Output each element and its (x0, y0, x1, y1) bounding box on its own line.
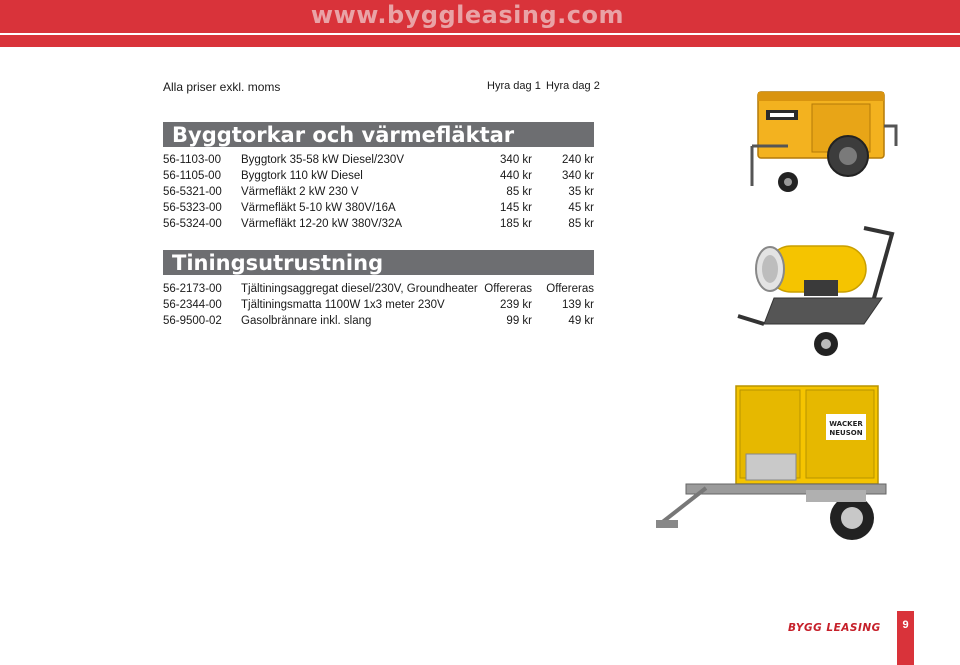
item-description: Tjältiningsaggregat diesel/230V, Groundheater (241, 283, 478, 295)
section-title-thawing: Tiningsutrustning (163, 250, 594, 275)
price-day2: 45 kr (568, 202, 594, 214)
table-row (163, 202, 594, 218)
price-day1: 340 kr (500, 154, 532, 166)
price-day1: 185 kr (500, 218, 532, 230)
section-title-dryers-heaters: Byggtorkar och värmefläktar (163, 122, 594, 147)
svg-text:WACKER: WACKER (829, 420, 863, 428)
item-code: 56-9500-02 (163, 315, 222, 327)
item-code: 56-1105-00 (163, 170, 221, 182)
item-code: 56-1103-00 (163, 154, 221, 166)
price-day2: 240 kr (562, 154, 594, 166)
price-note: Alla priser exkl. moms (163, 80, 281, 94)
ground-heater-trailer-image (656, 378, 900, 550)
price-day1: 440 kr (500, 170, 532, 182)
table-row (163, 154, 594, 170)
price-day2: Offereras (546, 283, 594, 295)
table-row (163, 186, 594, 202)
price-day2: 85 kr (568, 218, 594, 230)
price-day1: 85 kr (506, 186, 532, 198)
price-day2: 340 kr (562, 170, 594, 182)
byggleasing-logo: BYGG LEASING (788, 622, 881, 634)
price-day2: 139 kr (562, 299, 594, 311)
table-row (163, 218, 594, 234)
item-description: Byggtork 110 kW Diesel (241, 170, 363, 182)
item-description: Värmefläkt 12-20 kW 380V/32A (241, 218, 403, 230)
price-day2: 35 kr (568, 186, 594, 198)
item-code: 56-5323-00 (163, 202, 222, 214)
website-url[interactable]: www.byggleasing.com (310, 1, 624, 29)
dryer-unit-image (748, 86, 900, 198)
column-header-day1: Hyra dag 1 (487, 80, 541, 92)
table-row (163, 315, 594, 331)
item-description: Värmefläkt 2 kW 230 V (241, 186, 359, 198)
header-band (0, 0, 960, 33)
price-day2: 49 kr (568, 315, 594, 327)
item-description: Tjältiningsmatta 1100W 1x3 meter 230V (241, 299, 445, 311)
item-code: 56-2344-00 (163, 299, 222, 311)
column-header-day2: Hyra dag 2 (546, 80, 600, 92)
item-description: Värmefläkt 5-10 kW 380V/16A (241, 202, 396, 214)
item-code: 56-5324-00 (163, 218, 222, 230)
item-description: Byggtork 35-58 kW Diesel/230V (241, 154, 404, 166)
price-day1: Offereras (484, 283, 532, 295)
table-row (163, 283, 594, 299)
diesel-heater-image (734, 224, 904, 362)
price-day1: 239 kr (500, 299, 532, 311)
item-code: 56-2173-00 (163, 283, 222, 295)
item-description: Gasolbrännare inkl. slang (241, 315, 372, 327)
page-number: 9 (897, 611, 914, 665)
price-day1: 99 kr (506, 315, 532, 327)
header-stripe (0, 35, 960, 47)
price-day1: 145 kr (500, 202, 532, 214)
item-code: 56-5321-00 (163, 186, 222, 198)
svg-text:NEUSON: NEUSON (829, 429, 863, 437)
table-row (163, 299, 594, 315)
table-row (163, 170, 594, 186)
